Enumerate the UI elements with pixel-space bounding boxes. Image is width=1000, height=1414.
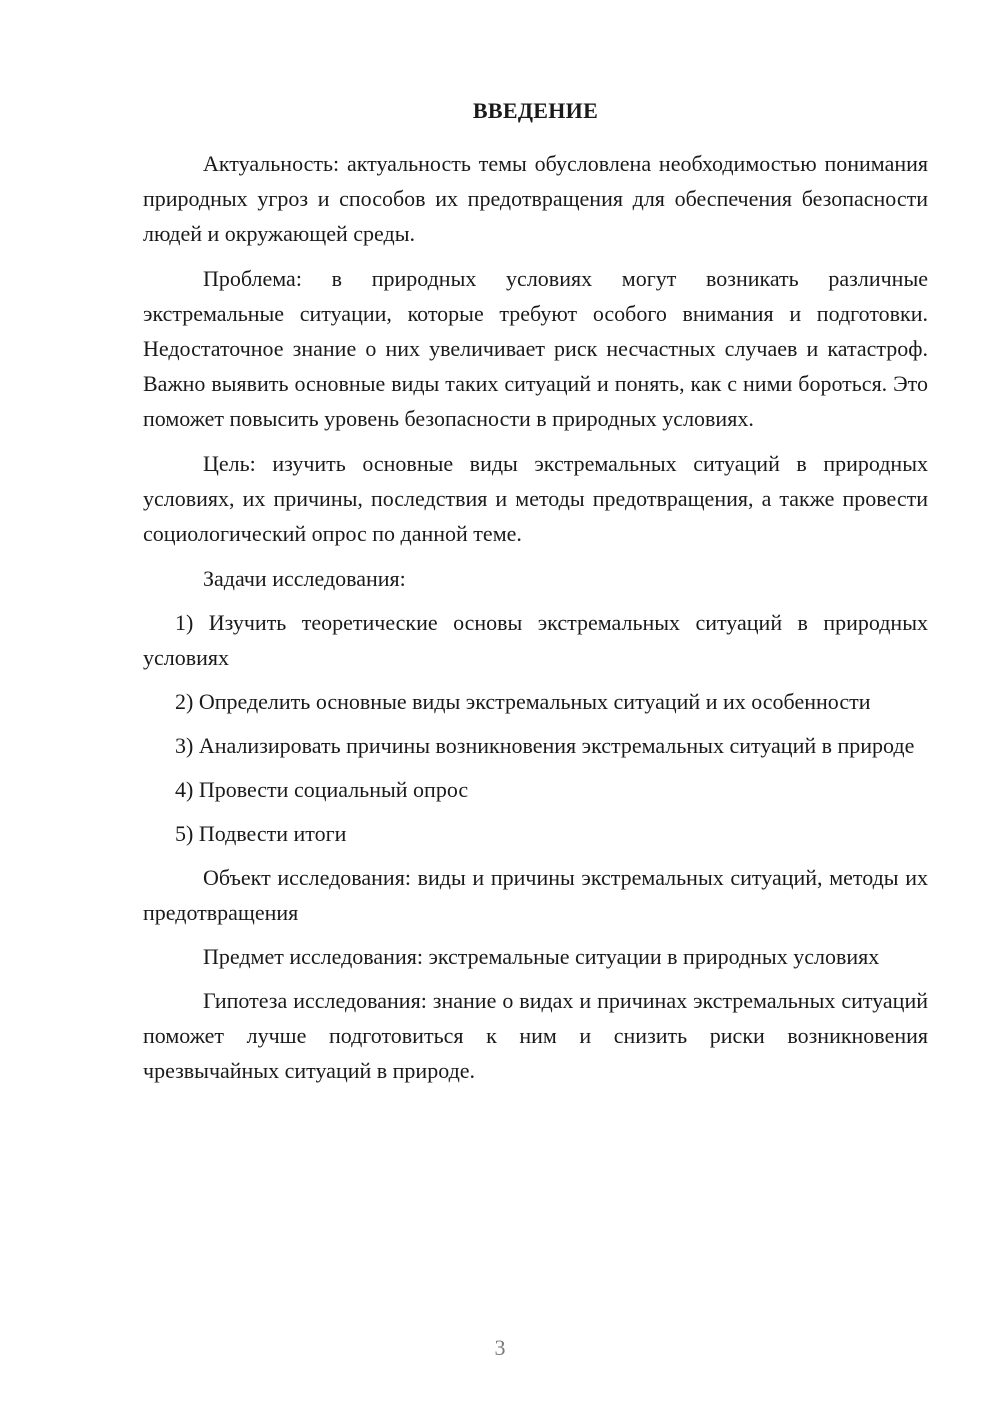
task-item-5: 5) Подвести итоги [175,821,347,846]
task-item-3: 3) Анализировать причины возникновения экстремальных ситуаций в природе [175,733,915,758]
section-title: ВВЕДЕНИЕ [472,98,599,123]
paragraph-object: Объект исследования: виды и причины экстремальных ситуаций, методы их предотвращения [143,865,928,925]
page-content [143,96,928,1098]
paragraph-subject: Предмет исследования: экстремальные ситуации в природных условиях [203,944,880,969]
paragraph-problem: Проблема: в природных условиях могут возникать различные экстремальные ситуации, которые требуют особого внимания и подготовки. Недостаточное знание о них увеличивает риск несчастных случаев и катастроф. Важно выявить основные виды таких ситуаций и понять, как с ними бороться. Это поможет повысить уровень безопасности в природных условиях. [143,266,928,431]
task-item-2: 2) Определить основные виды экстремальных ситуаций и их особенности [175,689,871,714]
task-item-4: 4) Провести социальный опрос [175,777,469,802]
paragraph-goal: Цель: изучить основные виды экстремальных ситуаций в природных условиях, их причины, последствия и методы предотвращения, а также провести социологический опрос по данной теме. [143,451,928,546]
paragraph-relevance: Актуальность: актуальность темы обусловлена необходимостью понимания природных угроз и способов их предотвращения для обеспечения безопасности людей и окружающей среды. [143,151,928,246]
tasks-heading: Задачи исследования: [203,566,406,591]
paragraph-hypothesis: Гипотеза исследования: знание о видах и причинах экстремальных ситуаций поможет лучше подготовиться к ним и снизить риски возникновения чрезвычайных ситуаций в природе. [143,988,928,1083]
task-item-1: 1) Изучить теоретические основы экстремальных ситуаций в природных условиях [143,610,928,670]
page-number: 3 [494,1335,506,1360]
